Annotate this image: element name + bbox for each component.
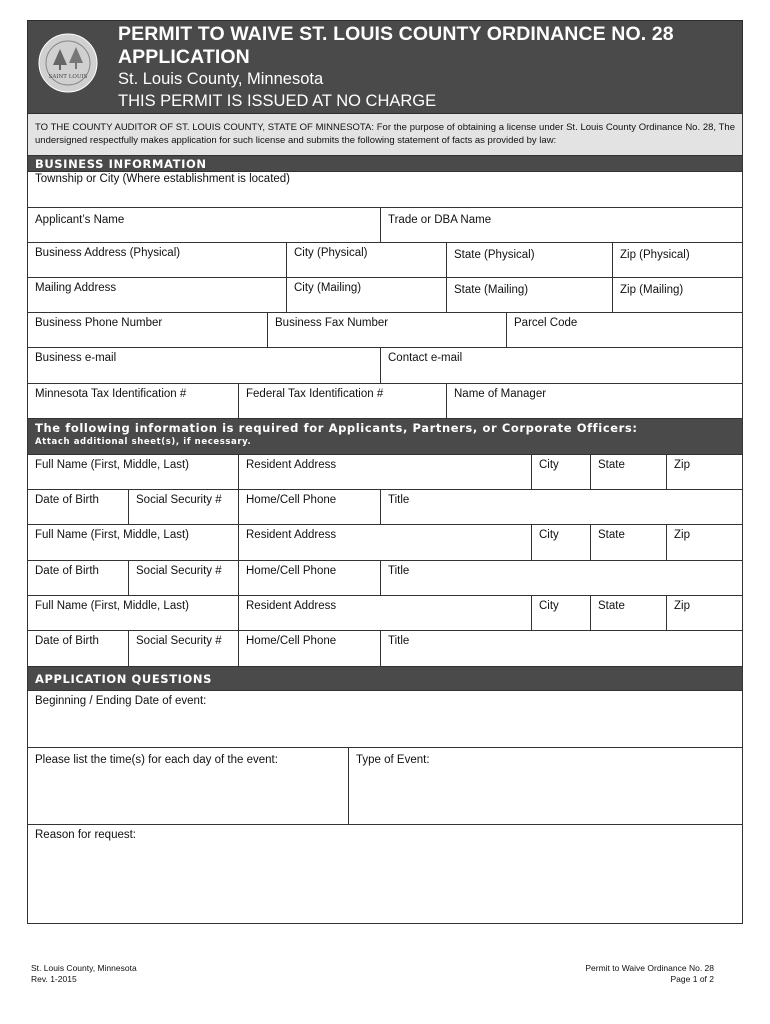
manager-name-field[interactable]: Name of Manager [446,384,742,418]
form-header [27,20,743,114]
footer-page-number: Page 1 of 2 [670,974,714,984]
business-row-township [27,172,743,208]
officers-section-note: Attach additional sheet(s), if necessary. [35,437,252,447]
officer-2-phone-field[interactable]: Home/Cell Phone [238,561,380,595]
officer-1-name-row [27,455,743,490]
title-line-2: APPLICATION [118,46,250,68]
officer-2-city-field[interactable]: City [531,525,590,560]
parcel-code-field[interactable]: Parcel Code [506,313,742,347]
officer-1-ssn-field[interactable]: Social Security # [128,490,238,524]
officer-2-zip-field[interactable]: Zip [666,525,742,560]
officer-2-dob-field[interactable]: Date of Birth [35,565,99,577]
form-title [118,23,674,69]
county-seal-icon [38,33,98,93]
contact-email-field[interactable]: Contact e-mail [380,348,742,383]
business-row-tax [27,384,743,419]
footer-revision: Rev. 1-2015 [31,974,77,984]
trade-dba-field[interactable]: Trade or DBA Name [380,208,742,242]
app-row-dates [27,691,743,748]
business-section-header: BUSINESS INFORMATION [27,156,743,172]
officer-3-phone-field[interactable]: Home/Cell Phone [238,631,380,666]
no-charge-notice: THIS PERMIT IS ISSUED AT NO CHARGE [118,92,437,110]
officer-3-zip-field[interactable]: Zip [666,596,742,630]
mailing-address-field[interactable]: Mailing Address [35,282,117,294]
business-fax-field[interactable]: Business Fax Number [267,313,506,347]
business-row-email [27,348,743,384]
officer-2-full-name-field[interactable]: Full Name (First, Middle, Last) [35,529,190,541]
officer-3-dob-field[interactable]: Date of Birth [35,635,99,647]
footer-right [585,963,714,985]
zip-mailing-field[interactable]: Zip (Mailing) [612,278,742,312]
app-row-reason [27,825,743,924]
officer-1-zip-field[interactable]: Zip [666,455,742,489]
business-row-mailing [27,278,743,313]
officer-2-name-row [27,525,743,561]
state-physical-field[interactable]: State (Physical) [446,243,612,277]
officer-2-detail-row [27,561,743,596]
city-physical-field[interactable]: City (Physical) [286,243,446,277]
officer-1-phone-field[interactable]: Home/Cell Phone [238,490,380,524]
officer-1-detail-row [27,490,743,525]
officer-3-ssn-field[interactable]: Social Security # [128,631,238,666]
officer-2-state-field[interactable]: State [590,525,666,560]
business-phone-field[interactable]: Business Phone Number [35,317,163,329]
mn-tax-id-field[interactable]: Minnesota Tax Identification # [35,388,187,400]
officer-2-ssn-field[interactable]: Social Security # [128,561,238,595]
business-row-physical [27,243,743,278]
title-line-1: PERMIT TO WAIVE ST. LOUIS COUNTY ORDINANCE NO. 28 [118,23,674,45]
officer-1-full-name-field[interactable]: Full Name (First, Middle, Last) [35,459,190,471]
officer-3-state-field[interactable]: State [590,596,666,630]
city-mailing-field[interactable]: City (Mailing) [286,278,446,312]
officer-1-address-field[interactable]: Resident Address [238,455,531,489]
event-times-field[interactable]: Please list the time(s) for each day of the event: [35,754,278,766]
business-email-field[interactable]: Business e-mail [35,352,117,364]
request-reason-field[interactable]: Reason for request: [35,829,137,841]
state-mailing-field[interactable]: State (Mailing) [446,278,612,312]
officers-section-title: The following information is required for Applicants, Partners, or Corporate Officers: [35,421,638,435]
officer-2-title-field[interactable]: Title [380,561,742,595]
zip-physical-field[interactable]: Zip (Physical) [612,243,742,277]
app-row-times [27,748,743,825]
address-physical-field[interactable]: Business Address (Physical) [35,247,181,259]
officer-3-full-name-field[interactable]: Full Name (First, Middle, Last) [35,600,190,612]
officer-2-address-field[interactable]: Resident Address [238,525,531,560]
township-field[interactable]: Township or City (Where establishment is located) [35,173,291,185]
county-subtitle: St. Louis County, Minnesota [118,70,324,88]
footer-county: St. Louis County, Minnesota [31,963,137,973]
footer-form-name: Permit to Waive Ordinance No. 28 [585,963,714,973]
officer-1-city-field[interactable]: City [531,455,590,489]
intro-statement: TO THE COUNTY AUDITOR OF ST. LOUIS COUNTY, STATE OF MINNESOTA: For the purpose of obtaining a license under St. Louis County Ordinance No. 28, The undersigned respectfully makes application for such license and submits the following statement of facts as provided by law: [27,114,743,156]
officer-3-name-row [27,596,743,631]
application-questions-header: APPLICATION QUESTIONS [27,667,743,691]
officer-1-title-field[interactable]: Title [380,490,742,524]
officer-1-dob-field[interactable]: Date of Birth [35,494,99,506]
event-dates-field[interactable]: Beginning / Ending Date of event: [35,695,207,707]
officers-section-header [27,419,743,455]
business-row-names [27,208,743,243]
officer-3-address-field[interactable]: Resident Address [238,596,531,630]
event-type-field[interactable]: Type of Event: [348,748,742,824]
officer-1-state-field[interactable]: State [590,455,666,489]
applicant-name-field[interactable]: Applicant’s Name [35,214,125,226]
footer-left [31,963,137,985]
officer-3-title-field[interactable]: Title [380,631,742,666]
permit-application-form [27,20,743,924]
seal-text: SAINT LOUIS [48,74,88,80]
officer-3-detail-row [27,631,743,667]
officer-3-city-field[interactable]: City [531,596,590,630]
federal-tax-id-field[interactable]: Federal Tax Identification # [238,384,446,418]
business-row-phone [27,313,743,348]
